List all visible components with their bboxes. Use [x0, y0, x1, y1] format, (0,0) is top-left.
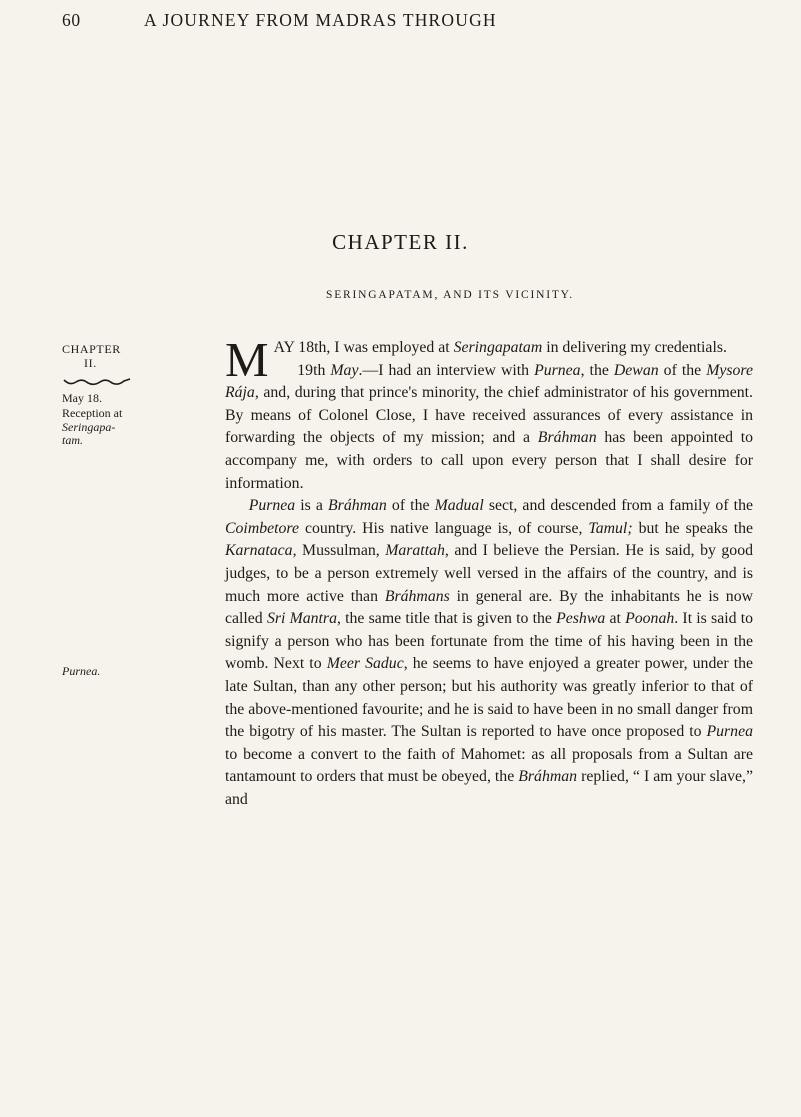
italic-run: Madual [434, 497, 484, 515]
paragraph-2 [225, 360, 753, 496]
italic-run: May [330, 361, 359, 379]
italic-run: Mysore Rája [225, 361, 753, 402]
text-run: 19th [297, 361, 331, 379]
text-run: replied, “ I am your slave,” and [225, 768, 753, 808]
running-title: A JOURNEY FROM MADRAS THROUGH [144, 10, 497, 30]
text-run: in delivering my credentials. [542, 339, 727, 356]
text-run: , and I believe the Persian. He is said, by good judges, to be a person extremely well versed in the affairs of the country, and is much more active than [225, 542, 753, 605]
drop-cap: M [225, 332, 269, 387]
margin-reception-place-end: tam. [62, 433, 83, 447]
text-run: , and, during that prince's minority, the chief administrator of his government. By means of Colonel Close, I have received assurances of every assistance in forwarding the objects of my mission; and a [225, 384, 753, 447]
paragraph-3 [225, 495, 753, 811]
text-run: at [605, 610, 626, 628]
margin-reception-label: Reception at [62, 406, 123, 420]
margin-reception-note [62, 407, 152, 448]
text-run: of the [386, 497, 435, 515]
text-run: . It is said to signify a person who has been fortunate from the time of his having been in the womb. Next to [225, 610, 753, 673]
text-run: of the [658, 361, 707, 379]
italic-run: Purnea [248, 497, 296, 515]
text-run: has been appointed to accompany me, with orders to call upon every person that I shall desire for information. [225, 429, 753, 492]
text-run: , the [580, 361, 614, 379]
italic-run: Purnea [534, 361, 581, 379]
italic-run: Poonah [625, 610, 675, 628]
italic-run: Purnea [706, 723, 753, 741]
text-run: but he speaks the [632, 519, 754, 537]
italic-run: Meer Saduc [326, 655, 404, 673]
body-text [225, 332, 754, 811]
italic-run: Bráhmans [384, 587, 450, 605]
italic-run: Peshwa [556, 610, 606, 628]
italic-run: Bráhman [518, 768, 578, 786]
italic-run: Marattah [385, 542, 445, 560]
italic-run: Dewan [613, 361, 659, 379]
text-run: is a [295, 497, 329, 515]
italic-run: Sri Mantra [266, 610, 337, 628]
text-run: in general are. By the inhabitants he is now called [225, 587, 753, 628]
margin-date-note: May 18. [62, 391, 102, 405]
chapter-subheading: SERINGAPATAM, AND ITS VICINITY. [326, 289, 574, 301]
text-run: to become a convert to the faith of Mahomet: as all proposals from a Sultan are tantamount to orders that must be obeyed, the [225, 745, 753, 786]
italic-run: Tamul; [588, 519, 633, 537]
text-run: , Mussulman, [292, 542, 386, 560]
chapter-heading: CHAPTER II. [332, 230, 469, 254]
margin-chapter-number: II. [84, 356, 97, 370]
italic-run: Coimbetore [225, 519, 300, 537]
italic-run: Seringapatam [453, 339, 543, 356]
margin-purnea-note: Purnea. [62, 664, 101, 678]
text-run: .—I had an interview with [358, 361, 535, 379]
text-run: , he seems to have enjoyed a greater power, under the late Sultan, than any other person; but his authority was greatly inferior to that of the above-mentioned favourite; and he is said to have been in no small danger from the bigotry of his master. The Sultan is reported to have once proposed to [225, 655, 753, 741]
text-run: sect, and descended from a family of the [483, 497, 753, 515]
italic-run: Karnataca [225, 542, 293, 560]
page-number: 60 [62, 10, 81, 30]
margin-chapter-note [62, 342, 121, 370]
page-header [62, 10, 702, 36]
margin-chapter-label: CHAPTER [62, 342, 121, 356]
italic-run: Bráhman [328, 497, 387, 515]
text-run: country. His native language is, of course, [299, 519, 589, 537]
italic-run: Bráhman [537, 429, 597, 447]
ornament-flourish [62, 377, 132, 387]
margin-reception-place: Seringapa- [62, 419, 116, 434]
text-run: , the same title that is given to the [336, 610, 557, 628]
text-run: AY 18th, I was employed at [273, 339, 454, 356]
